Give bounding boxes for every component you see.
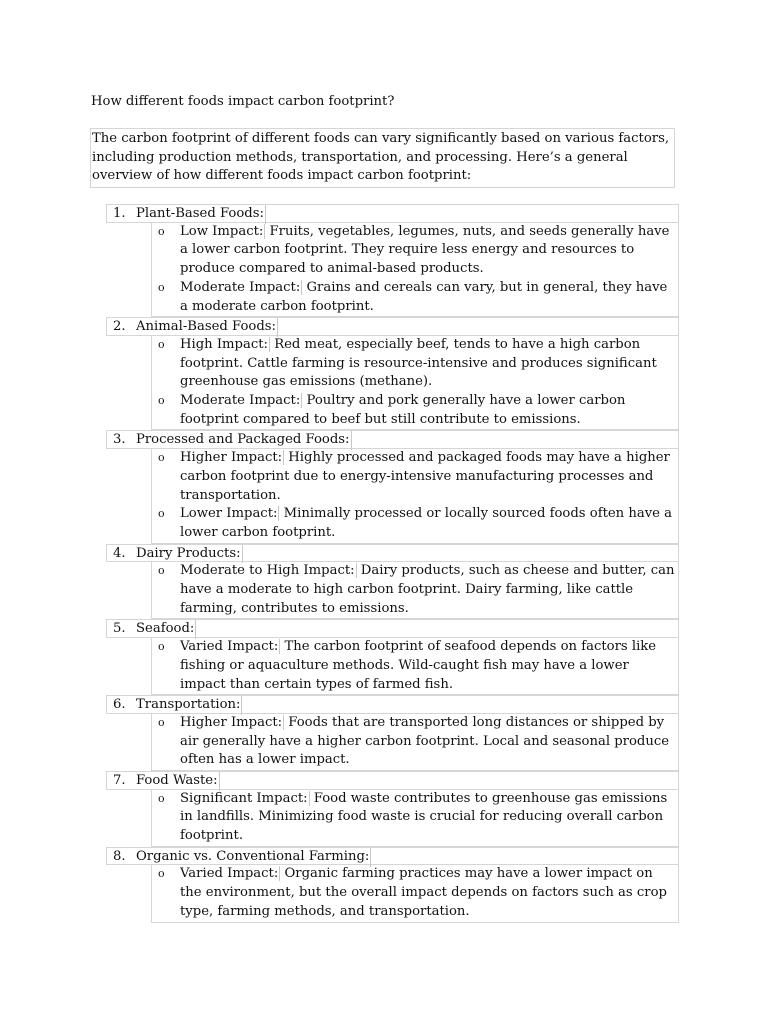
bullet-icon: o bbox=[158, 640, 165, 654]
sub-list bbox=[151, 336, 679, 431]
impact-description: Poultry and pork generally have a lower carbon footprint compared to beef but still contribute to emissions. bbox=[180, 393, 626, 427]
sub-list bbox=[151, 790, 679, 847]
bullet-icon: o bbox=[158, 394, 165, 407]
bullet-icon: o bbox=[158, 224, 165, 238]
list-item-number: 4. bbox=[113, 545, 126, 561]
list-item-heading: Plant-Based Foods: bbox=[136, 205, 266, 224]
impact-label: Moderate to High Impact: bbox=[180, 563, 355, 579]
impact-description: Grains and cereals can vary, but in general, they have a moderate carbon footprint. bbox=[180, 279, 668, 314]
impact-label: Higher Impact: bbox=[180, 450, 283, 466]
bullet-icon: o bbox=[158, 451, 165, 465]
sub-list bbox=[151, 449, 679, 544]
impact-description: Organic farming practices may have a lower impact on the environment, but the overall impact depends on factors such as crop type, farming methods, and transportation. bbox=[180, 866, 667, 919]
impact-label: Higher Impact: bbox=[180, 714, 283, 730]
list-item-heading: Dairy Products: bbox=[136, 545, 243, 564]
sub-list bbox=[151, 638, 679, 695]
impact-label: Varied Impact: bbox=[180, 866, 279, 882]
bullet-icon: o bbox=[158, 791, 165, 805]
impact-description: The carbon footprint of seafood depends on factors like fishing or aquaculture methods. Wild-caught fish may have a lower impact than certain types of farmed fish. bbox=[180, 639, 657, 692]
list-item-heading: Food Waste: bbox=[136, 772, 220, 791]
sub-list-item bbox=[152, 562, 678, 618]
bullet-icon: o bbox=[158, 337, 165, 351]
sub-list bbox=[151, 714, 679, 771]
sub-list-item bbox=[152, 336, 678, 392]
impact-description: Foods that are transported long distances or shipped by air generally have a higher carbon footprint. Local and seasonal produce often has a lower impact. bbox=[180, 714, 670, 768]
sub-list-item bbox=[152, 392, 678, 429]
sub-list-item bbox=[152, 790, 678, 846]
list-item-heading: Animal-Based Foods: bbox=[136, 318, 278, 337]
sub-list bbox=[151, 223, 679, 318]
list-item-number: 8. bbox=[113, 848, 126, 864]
list-item-number: 1. bbox=[113, 206, 126, 221]
impact-description: Red meat, especially beef, tends to have a high carbon footprint. Cattle farming is resource-intensive and produces significant greenhouse gas emissions (methane). bbox=[180, 336, 657, 390]
intro-paragraph: The carbon footprint of different foods can vary significantly based on various factors, including production methods, transportation, and processing. Here’s a general overview of how different foods impact carbon footprint: bbox=[90, 128, 675, 188]
impact-label: Lower Impact: bbox=[180, 506, 278, 522]
sub-list-item bbox=[152, 223, 678, 279]
impact-label: Moderate Impact: bbox=[180, 279, 301, 295]
impact-label: Moderate Impact: bbox=[180, 393, 301, 408]
list-item-number: 5. bbox=[113, 621, 126, 637]
impact-description: Food waste contributes to greenhouse gas emissions in landfills. Minimizing food waste is crucial for reducing overall carbon footprint. bbox=[180, 790, 668, 844]
list-item-number: 3. bbox=[113, 432, 126, 448]
impact-label: Varied Impact: bbox=[180, 639, 279, 655]
impact-label: Significant Impact: bbox=[180, 790, 308, 806]
list-item-heading: Processed and Packaged Foods: bbox=[136, 431, 352, 450]
impact-description: Minimally processed or locally sourced foods often have a lower carbon footprint. bbox=[180, 506, 673, 540]
impact-description: Highly processed and packaged foods may have a higher carbon footprint due to energy-intensive manufacturing processes and transportation. bbox=[180, 450, 670, 503]
document-title: How different foods impact carbon footprint? bbox=[91, 94, 395, 109]
sub-list-item bbox=[152, 279, 678, 316]
list-item-heading: Organic vs. Conventional Farming: bbox=[136, 848, 371, 867]
list-item bbox=[106, 204, 679, 223]
list-item bbox=[106, 695, 679, 714]
list-item bbox=[106, 771, 679, 790]
impact-description: Dairy products, such as cheese and butter, can have a moderate to high carbon footprint. Dairy farming, like cattle farming, contributes to emissions. bbox=[180, 563, 675, 616]
impact-description: Fruits, vegetables, legumes, nuts, and seeds generally have a lower carbon footprint. They require less energy and resources to produce compared to animal-based products. bbox=[180, 223, 670, 277]
sub-list bbox=[151, 562, 679, 619]
list-item-number: 2. bbox=[113, 319, 126, 335]
bullet-icon: o bbox=[158, 507, 165, 521]
bullet-icon: o bbox=[158, 715, 165, 729]
sub-list-item bbox=[152, 449, 678, 505]
list-item bbox=[106, 619, 679, 638]
list-item bbox=[106, 430, 679, 449]
list-item-heading: Transportation: bbox=[136, 696, 242, 715]
list-item bbox=[106, 544, 679, 563]
sub-list bbox=[151, 865, 679, 922]
numbered-list bbox=[106, 204, 679, 923]
sub-list-item bbox=[152, 638, 678, 694]
impact-label: Low Impact: bbox=[180, 223, 264, 239]
impact-label: High Impact: bbox=[180, 336, 268, 352]
list-item-number: 7. bbox=[113, 773, 126, 788]
list-item-heading: Seafood: bbox=[136, 620, 196, 639]
list-item bbox=[106, 317, 679, 336]
sub-list-item bbox=[152, 505, 678, 542]
bullet-icon: o bbox=[158, 280, 165, 294]
list-item bbox=[106, 847, 679, 866]
list-item-number: 6. bbox=[113, 697, 126, 713]
sub-list-item bbox=[152, 865, 678, 921]
bullet-icon: o bbox=[158, 867, 165, 881]
sub-list-item bbox=[152, 714, 678, 770]
bullet-icon: o bbox=[158, 564, 165, 578]
